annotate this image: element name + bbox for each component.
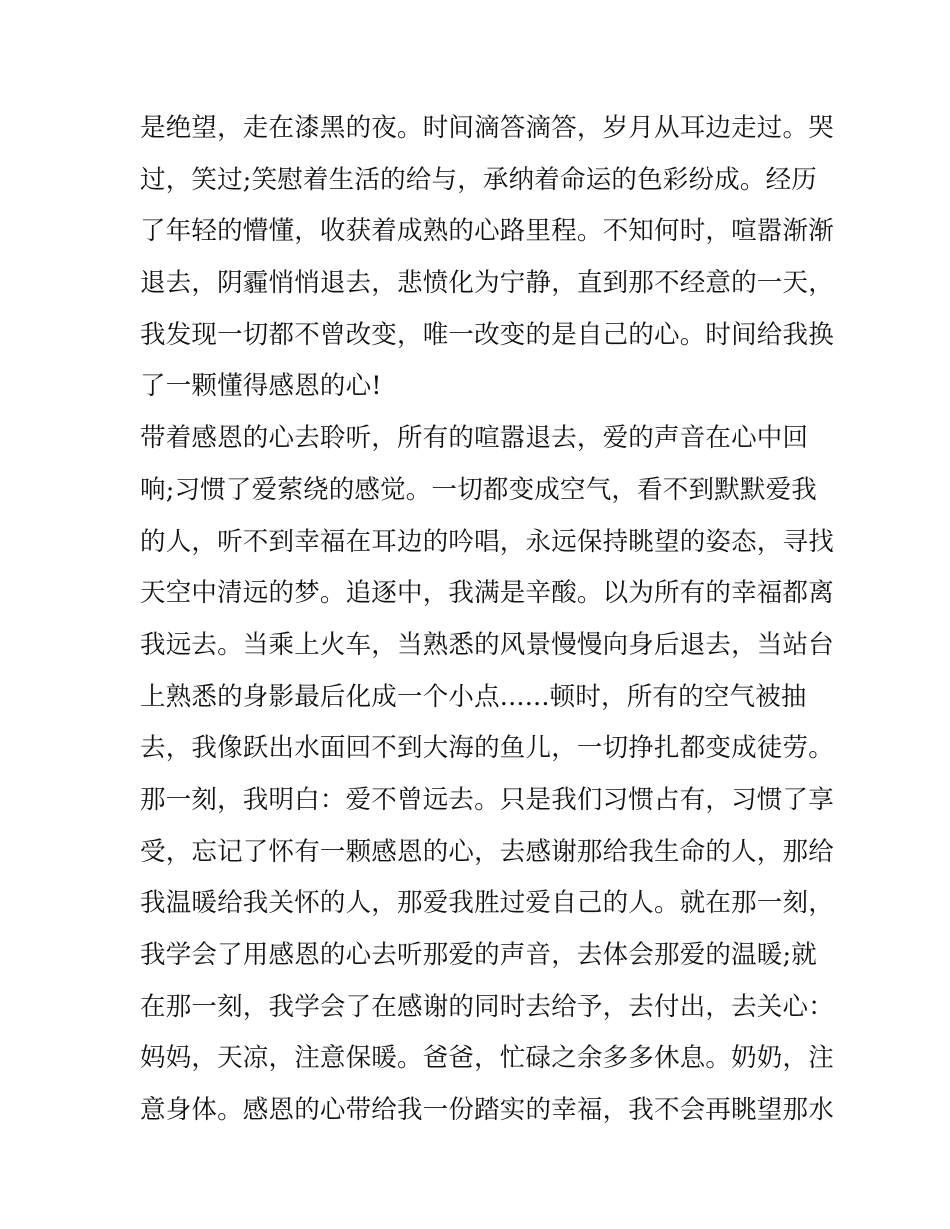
text-line: 响;习惯了爱萦绕的感觉。一切都变成空气，看不到默默爱我 [140,474,817,505]
text-line: 去，我像跃出水面回不到大海的鱼儿，一切挣扎都变成徒劳。 [140,733,834,764]
text-line: 上熟悉的身影最后化成一个小点......顿时，所有的空气被抽 [140,681,807,712]
text-line: 妈妈，天凉，注意保暖。爸爸，忙碌之余多多休息。奶奶，注 [140,1043,834,1074]
body-text [140,103,834,1137]
text-line: 带着感恩的心去聆听，所有的喧嚣退去，爱的声音在心中回 [140,423,809,454]
text-line: 受，忘记了怀有一颗感恩的心，去感谢那给我生命的人，那给 [140,836,834,867]
text-line: 了年轻的懵懂，收获着成熟的心路里程。不知何时，喧嚣渐渐 [140,216,834,247]
text-line: 的人，听不到幸福在耳边的吟唱，永远保持眺望的姿态，寻找 [140,526,834,557]
text-line: 那一刻，我明白：爱不曾远去。只是我们习惯占有，习惯了享 [140,784,834,815]
text-line: 意身体。感恩的心带给我一份踏实的幸福，我不会再眺望那水 [140,1095,834,1126]
text-line: 我远去。当乘上火车，当熟悉的风景慢慢向身后退去，当站台 [140,629,834,660]
text-line: 了一颗懂得感恩的心! [140,371,382,402]
text-line: 我学会了用感恩的心去听那爱的声音，去体会那爱的温暖;就 [140,940,817,970]
text-line: 过，笑过;笑慰着生活的给与，承纳着命运的色彩纷成。经历 [140,164,817,195]
text-line: 退去，阴霾悄悄退去，悲愤化为宁静，直到那不经意的一天， [140,268,834,299]
text-line: 我温暖给我关怀的人，那爱我胜过爱自己的人。就在那一刻， [140,888,834,919]
text-line: 在那一刻，我学会了在感谢的同时去给予，去付出，去关心： [140,991,834,1022]
text-line: 是绝望，走在漆黑的夜。时间滴答滴答，岁月从耳边走过。哭 [140,113,834,143]
text-line: 我发现一切都不曾改变，唯一改变的是自己的心。时间给我换 [140,319,834,350]
text-line: 天空中清远的梦。追逐中，我满是辛酸。以为所有的幸福都离 [140,578,834,609]
